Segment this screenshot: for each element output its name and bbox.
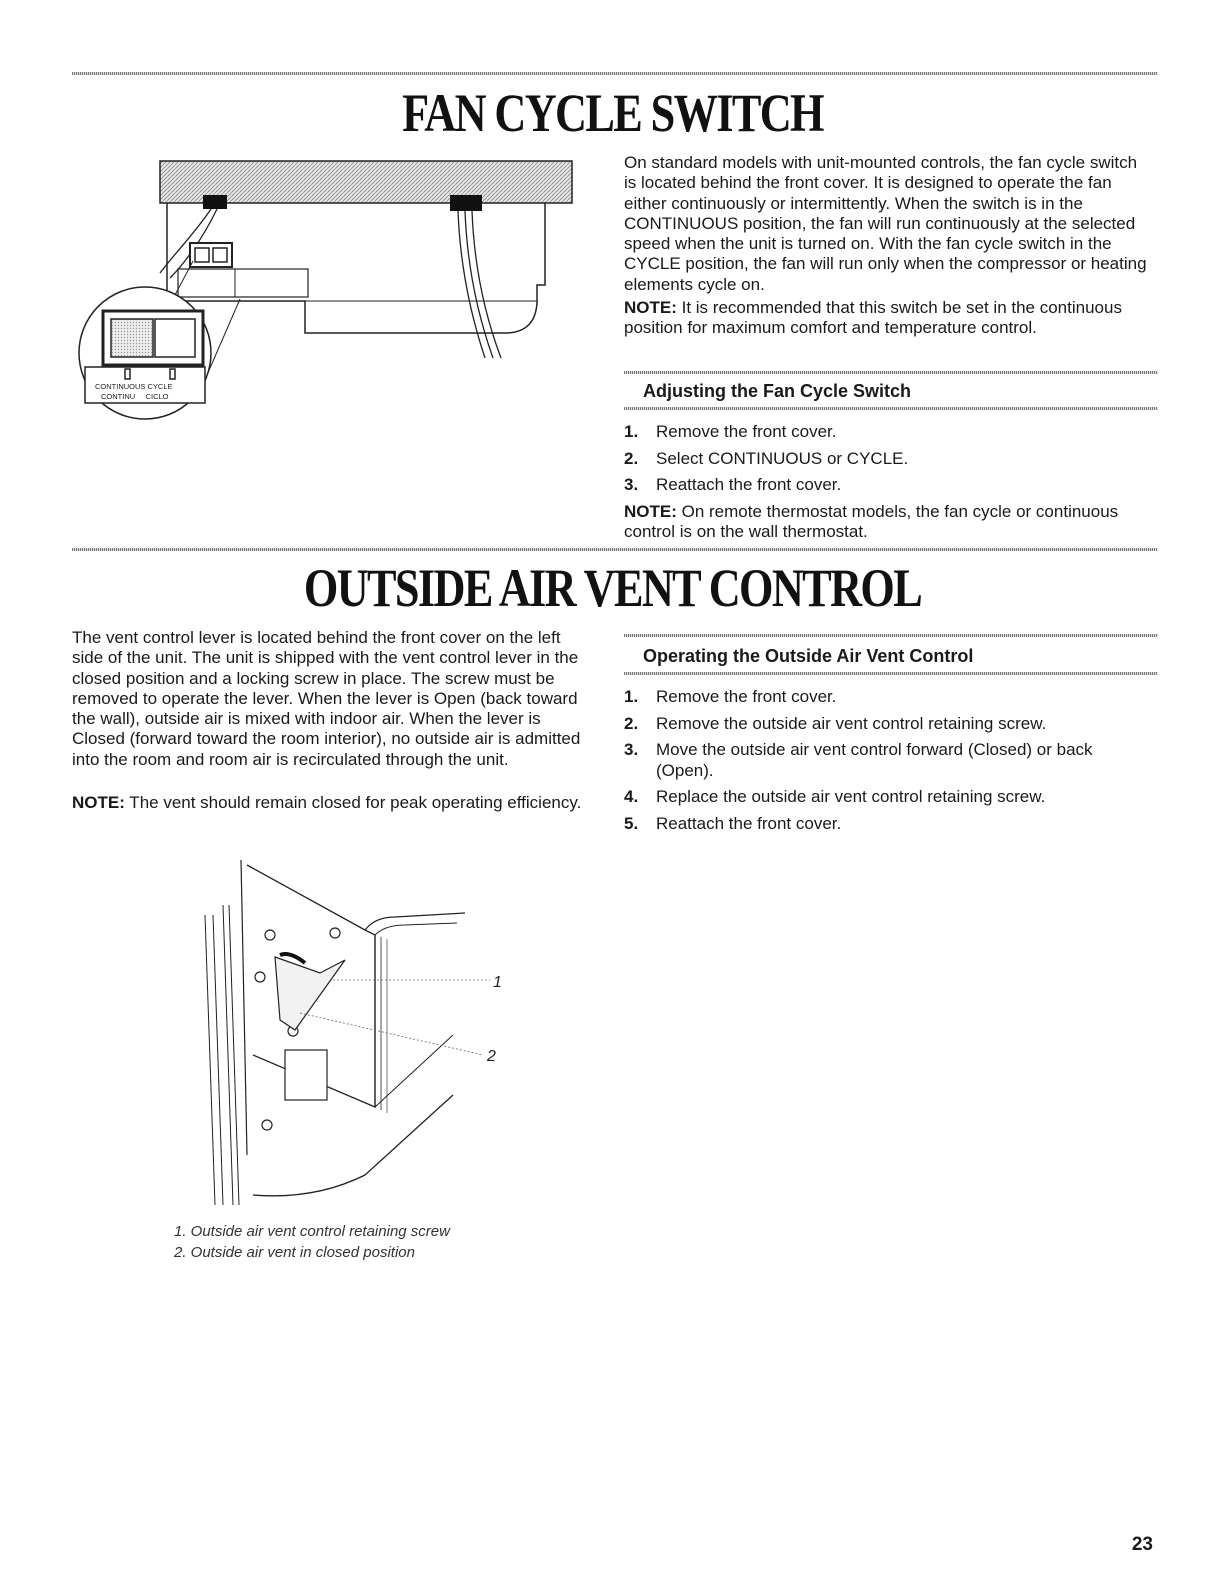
step-number: 4.: [624, 787, 639, 806]
callout-1: 1: [493, 974, 502, 991]
step-text: Reattach the front cover.: [656, 813, 842, 833]
vent-note-label: NOTE:: [72, 793, 125, 812]
page-number: 23: [1131, 1534, 1153, 1555]
step-number: 5.: [624, 813, 639, 833]
step-number: 2.: [624, 448, 639, 468]
step-item: [624, 787, 1154, 808]
step-text: Remove the front cover.: [656, 687, 837, 706]
vent-subhead-rule-bottom: [624, 672, 1158, 675]
operating-vent-heading: Operating the Outside Air Vent Control: [643, 646, 974, 666]
step-number: 3.: [624, 475, 639, 494]
subhead-rule-bottom: [624, 407, 1158, 410]
top-rule: [72, 72, 1158, 75]
step-text: Remove the front cover.: [656, 422, 837, 441]
fan-cycle-intro: On standard models with unit-mounted controls, the fan cycle switch is located behind the front cover. It is designed to operate the fan either continuously or intermittently. When the switch is in the CONTINUOUS position, the fan will run continuously at the selected speed when the unit is turned on. With the fan cycle switch in the CYCLE position, the fan will run only when the compressor or heating elements cycle on.: [624, 153, 1147, 294]
fan-cycle-switch-figure: [75, 153, 595, 443]
step-item: [624, 740, 1154, 781]
callout-2: 2: [487, 1048, 496, 1065]
vent-control-title: OUTSIDE AIR VENT CONTROL: [303, 558, 922, 618]
figure-label-continu: CONTINU CICLO: [101, 392, 169, 401]
step-number: 1.: [624, 687, 639, 706]
step-item: [624, 422, 1154, 443]
note2-label: NOTE:: [624, 502, 677, 521]
step-item: [624, 449, 1154, 470]
adjusting-fan-cycle-heading: Adjusting the Fan Cycle Switch: [643, 381, 912, 401]
fan-cycle-steps: [624, 422, 1154, 502]
figure-caption-1: 1. Outside air vent control retaining screw: [174, 1223, 450, 1240]
step-item: [624, 714, 1154, 735]
vent-control-note: [72, 793, 592, 813]
middle-rule: [72, 548, 1158, 551]
figure-caption-2: 2. Outside air vent in closed position: [174, 1244, 415, 1261]
step-item: [624, 814, 1154, 835]
step-text: Move the outside air vent control forward (Closed) or back (Open).: [656, 740, 1093, 780]
step-item: [624, 475, 1154, 496]
subhead-rule-top: [624, 371, 1158, 374]
vent-note-text: The vent should remain closed for peak operating efficiency.: [124, 793, 582, 812]
step-number: 2.: [624, 713, 639, 733]
step-number: 3.: [624, 740, 639, 759]
vent-control-figure: [195, 855, 525, 1215]
step-text: Remove the outside air vent control retaining screw.: [656, 713, 1047, 733]
step-text: Replace the outside air vent control retaining screw.: [656, 787, 1046, 806]
vent-control-steps: [624, 687, 1154, 840]
fan-cycle-note: [624, 298, 1149, 339]
fan-cycle-title: FAN CYCLE SWITCH: [402, 83, 823, 143]
fan-cycle-note2: [624, 502, 1149, 543]
note2-text: On remote thermostat models, the fan cycle or continuous control is on the wall thermostat.: [624, 502, 1119, 542]
vent-subhead-rule-top: [624, 634, 1158, 637]
step-text: Reattach the front cover.: [656, 475, 842, 494]
step-item: [624, 687, 1154, 708]
step-number: 1.: [624, 422, 639, 441]
figure-label-continuous: CONTINUOUS CYCLE: [95, 382, 173, 391]
step-text: Select CONTINUOUS or CYCLE.: [656, 448, 909, 468]
vent-control-intro: The vent control lever is located behind the front cover on the left side of the unit. The unit is shipped with the vent control lever in the closed position and a locking screw in place. The screw must be removed to operate the lever. When the lever is Open (back toward the wall), outside air is mixed with indoor air. When the lever is Closed (forward toward the room interior), no outside air is admitted into the room and room air is recirculated through the unit.: [72, 628, 581, 769]
note-text: It is recommended that this switch be set in the continuous position for maximum comfort and temperature control.: [624, 298, 1122, 338]
note-label: NOTE:: [624, 298, 677, 317]
